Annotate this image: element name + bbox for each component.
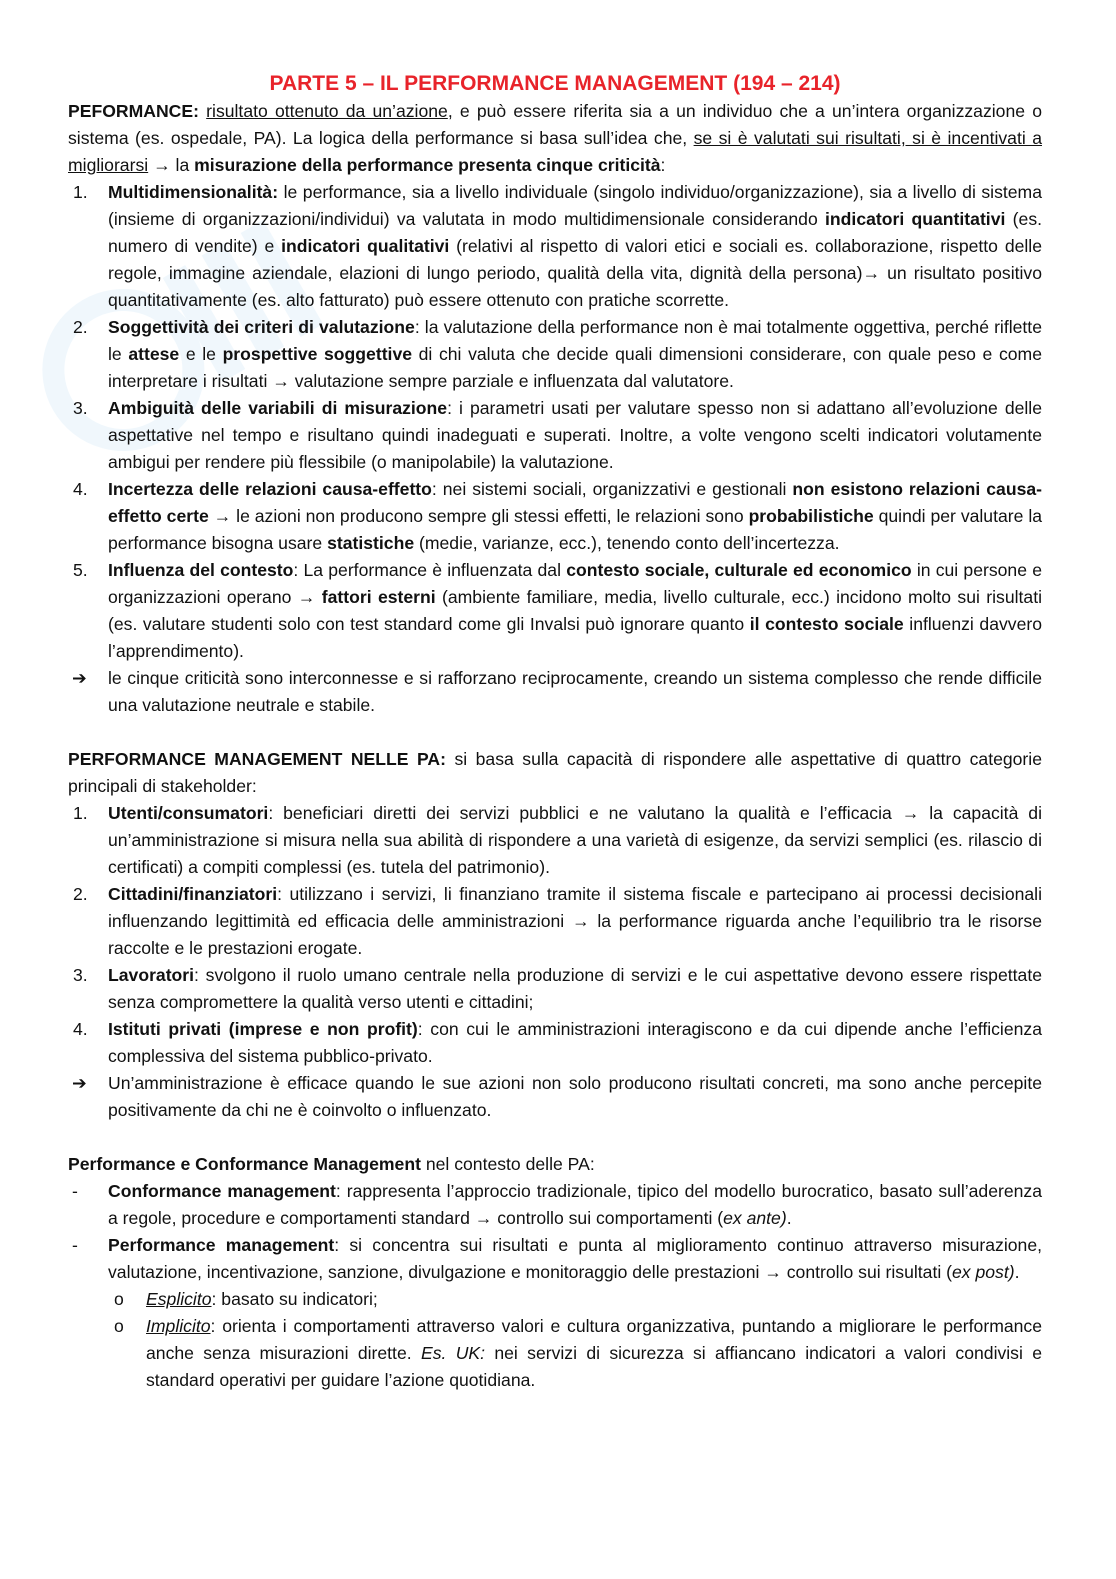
conclusion-list: [68, 665, 1042, 719]
list-item: 2. Cittadini/finanziatori: utilizzano i servizi, li finanziano tramite il sistema fiscale e partecipano ai processi decisionali influenzando legittimità ed efficacia delle amministrazioni → la performance riguarda anche l’equilibrio tra le risorse raccolte e le prestazioni erogate.: [73, 884, 1042, 958]
list-item: - Performance management: si concentra sui risultati e punta al miglioramento continuo attraverso misurazione, valutazione, incentivazione, sanzione, divulgazione e monitoraggio delle prestazioni → controllo sui risultati (ex post). o Esplicito: basato su indicatori; o Implicito: orienta i comportamenti attraverso valori e cultura organizzativa, puntando a migliorare le performance anche senza misurazioni dirette. Es. UK: nei servizi di sicurezza si affiancano indicatori a valori condivisi e standard operativi per guidare l’azione quotidiana.: [68, 1232, 1042, 1394]
pc-paragraph: Performance e Conformance Management nel contesto delle PA:: [68, 1154, 595, 1174]
arrow-bullet-icon: ➔: [72, 1073, 87, 1093]
arrow-icon: →: [862, 263, 881, 283]
list-item: 4. Incertezza delle relazioni causa-effetto: nei sistemi sociali, organizzativi e gestionali non esistono relazioni causa-effetto certe → le azioni non producono sempre gli stessi effetti, le relazioni sono probabilistiche quindi per valutare la performance bisogna usare statistiche (medie, varianze, ecc.), tenendo conto dell’incertezza.: [73, 479, 1043, 553]
arrow-icon: →: [213, 506, 232, 526]
arrow-bullet-icon: ➔: [72, 668, 87, 688]
list-item: 4. Istituti privati (imprese e non profit): con cui le amministrazioni interagiscono e da cui dipende anche l’efficienza complessiva del sistema pubblico-privato.: [73, 1019, 1042, 1066]
list-item: 1. Utenti/consumatori: beneficiari diretti dei servizi pubblici e ne valutano la qualità e l’efficacia → la capacità di un’amministrazione si misura nella sua abilità di rispondere a una varietà di esigenze, da servizi semplici (es. rilascio di certificati) a compiti complessi (es. tutela del patrimonio).: [73, 803, 1042, 877]
stakeholder-list: [68, 800, 1042, 1070]
page-title: PARTE 5 – IL PERFORMANCE MANAGEMENT (194 – 214): [269, 72, 841, 95]
intro-paragraph: PEFORMANCE: risultato ottenuto da un’azione, e può essere riferita sia a un individuo che a un’intera organizzazione o sistema (es. ospedale, PA). La logica della performance si basa sull’idea che, se si è valutati sui risultati, si è incentivati a migliorarsi → la misurazione della performance presenta cinque criticità:: [68, 101, 1042, 175]
list-item: 5. Influenza del contesto: La performance è influenzata dal contesto sociale, culturale ed economico in cui persone e organizzazioni operano → fattori esterni (ambiente familiare, media, livello culturale, ecc.) incidono molto sui risultati (es. valutare studenti solo con test standard come gli Invalsi può ignorare quanto il contesto sociale influenzi davvero l’apprendimento).: [73, 560, 1043, 661]
arrow-icon: →: [297, 587, 316, 607]
list-item: - Conformance management: rappresenta l’approccio tradizionale, tipico del modello burocratico, basato sull’aderenza a regole, procedure e comportamenti standard → controllo sui comportamenti (ex ante).: [72, 1181, 1043, 1228]
list-item: 1. Multidimensionalità: le performance, sia a livello individuale (singolo individuo/organizzazione), sia a livello di sistema (insieme di organizzazioni/individui) va valutata in modo multidimensionale considerando indicatori quantitativi (es. numero di vendite) e indicatori qualitativi (relativi al rispetto di valori etici e sociali es. collaborazione, rispetto delle regole, immagine aziendale, elazioni di lungo periodo, qualità della vita, dignità della persona)→ un risultato positivo quantitativamente (es. alto fatturato) può essere ottenuto con pratiche scorrette.: [73, 182, 1043, 310]
arrow-icon: →: [571, 911, 590, 931]
conclusion-list: [68, 1070, 1042, 1124]
list-item: 2. Soggettività dei criteri di valutazione: la valutazione della performance non è mai totalmente oggettiva, perché riflette le attese e le prospettive soggettive di chi valuta che decide quali dimensioni considerare, con quale peso e come interpretare i risultati → valutazione sempre parziale e influenzata dal valutatore.: [73, 317, 1042, 391]
arrow-icon: →: [474, 1208, 493, 1228]
criticita-list: [68, 179, 1042, 665]
arrow-icon: →: [153, 155, 171, 175]
intro-term: PEFORMANCE:: [68, 101, 199, 121]
list-item: o Esplicito: basato su indicatori;: [114, 1289, 378, 1309]
document-page: [68, 70, 1042, 1394]
intro-definition: risultato ottenuto da un’azione: [206, 101, 448, 121]
pc-list: [68, 1178, 1042, 1394]
sub-list: [108, 1286, 1042, 1394]
list-item: ➔ Un’amministrazione è efficace quando le sue azioni non solo producono risultati concreti, ma sono anche percepite positivamente da chi ne è coinvolto o influenzato.: [68, 1070, 1042, 1124]
arrow-icon: →: [272, 371, 290, 391]
list-item: o Implicito: orienta i comportamenti attraverso valori e cultura organizzativa, puntando a migliorare le performance anche senza misurazioni dirette. Es. UK: nei servizi di sicurezza si affiancano indicatori a valori condivisi e standard operativi per guidare l’azione quotidiana.: [114, 1316, 1042, 1390]
list-item: 3. Ambiguità delle variabili di misurazione: i parametri usati per valutare spesso non si adattano all’evoluzione delle aspettative nel tempo e risultano quindi inadeguati e superati. Inoltre, a volte vengono scelti indicatori volutamente ambigui per rendere più flessibile (o manipolabile) la valutazione.: [73, 398, 1042, 472]
list-item: 3. Lavoratori: svolgono il ruolo umano centrale nella produzione di servizi e le cui aspettative devono essere rispettate senza compromettere la qualità verso utenti e cittadini;: [73, 965, 1042, 1012]
arrow-icon: →: [901, 803, 920, 823]
list-item: ➔ le cinque criticità sono interconnesse e si rafforzano reciprocamente, creando un sistema complesso che rende difficile una valutazione neutrale e stabile.: [68, 665, 1042, 719]
pm-pa-paragraph: PERFORMANCE MANAGEMENT NELLE PA: si basa sulla capacità di rispondere alle aspettative di quattro categorie principali di stakeholder:: [68, 749, 1042, 796]
arrow-icon: →: [764, 1262, 782, 1282]
